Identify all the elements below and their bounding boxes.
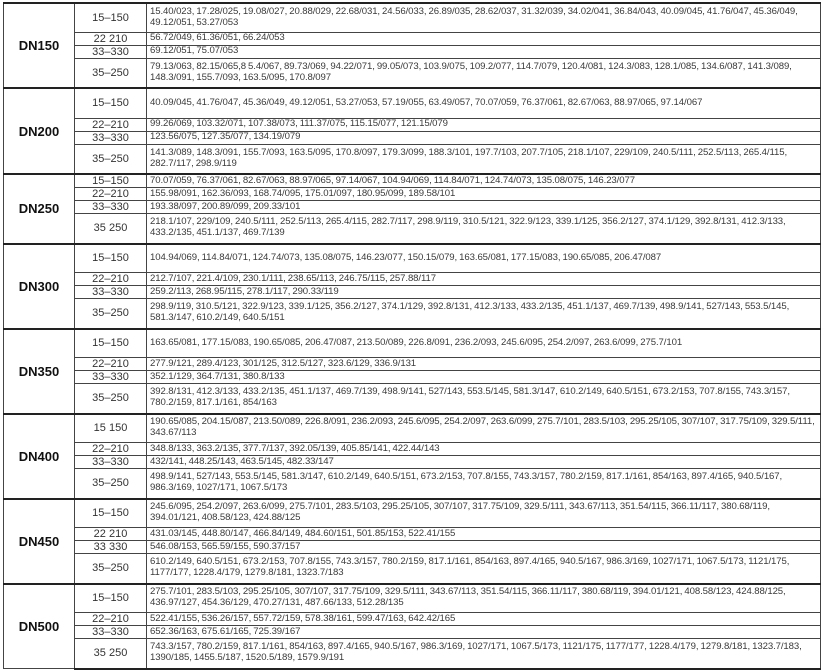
- values-cell: 212.7/107, 221.4/109, 230.1/111, 238.65/113, 246.75/115, 257.88/117: [147, 273, 821, 286]
- range-cell: 15–150: [75, 88, 147, 118]
- values-cell: 348.8/133, 363.2/135, 377.7/137, 392.05/139, 405.85/141, 422.44/143: [147, 443, 821, 456]
- range-cell: 35 250: [75, 639, 147, 669]
- dn-size-label: DN250: [4, 174, 75, 244]
- table-row: [4, 639, 821, 669]
- dn-size-label: DN150: [4, 3, 75, 88]
- values-cell: 104.94/069, 114.84/071, 124.74/073, 135.08/075, 146.23/077, 150.15/079, 163.65/081, 177.15/083, 190.65/085, 206.47/087: [147, 244, 821, 273]
- table-row: [4, 443, 821, 456]
- range-cell: 33–330: [75, 201, 147, 214]
- values-cell: 190.65/085, 204.15/087, 213.50/089, 226.8/091, 236.2/093, 245.6/095, 254.2/097, 263.6/099, 275.7/101, 283.5/103, 295.25/105, 307/107, 317.75/109, 329.5/111, 343.67/113: [147, 414, 821, 443]
- range-cell: 33–330: [75, 45, 147, 58]
- table-row: [4, 244, 821, 273]
- table-row: [4, 32, 821, 45]
- dn-spec-table: [3, 2, 821, 670]
- values-cell: 546.08/153, 565.59/155, 590.37/157: [147, 541, 821, 554]
- values-cell: 99.26/069, 103.32/071, 107.38/073, 111.37/075, 115.15/077, 121.15/079: [147, 118, 821, 131]
- values-cell: 277.9/121, 289.4/123, 301/125, 312.5/127, 323.6/129, 336.9/131: [147, 358, 821, 371]
- values-cell: 652.36/163, 675.61/165, 725.39/167: [147, 626, 821, 639]
- values-cell: 141.3/089, 148.3/091, 155.7/093, 163.5/095, 170.8/097, 179.3/099, 188.3/101, 197.7/103, 207.7/105, 218.1/107, 229/109, 240.5/111, 252.5/113, 265.4/115, 282.7/117, 298.9/119: [147, 144, 821, 174]
- values-cell: 743.3/157, 780.2/159, 817.1/161, 854/163, 897.4/165, 940.5/167, 986.3/169, 1027/171, 1067.5/173, 1121/175, 1177/177, 1228.4/179, 1279.8/181, 1323.7/183, 1390/185, 1455.5/187, 1520.5/189, 1579.9/191: [147, 639, 821, 669]
- values-cell: 155.98/091, 162.36/093, 168.74/095, 175.01/097, 180.95/099, 189.58/101: [147, 188, 821, 201]
- range-cell: 15–150: [75, 244, 147, 273]
- table-row: [4, 541, 821, 554]
- table-row: [4, 584, 821, 613]
- range-cell: 33–330: [75, 131, 147, 144]
- values-cell: 431.03/145, 448.80/147, 466.84/149, 484.60/151, 501.85/153, 522.41/155: [147, 528, 821, 541]
- table-row: [4, 329, 821, 358]
- values-cell: 69.12/051, 75.07/053: [147, 45, 821, 58]
- range-cell: 33–330: [75, 456, 147, 469]
- dn-spec-table-wrapper: [3, 2, 821, 670]
- range-cell: 15–150: [75, 174, 147, 188]
- table-row: [4, 469, 821, 499]
- table-row: [4, 414, 821, 443]
- table-row: [4, 286, 821, 299]
- range-cell: 22–210: [75, 188, 147, 201]
- range-cell: 33–330: [75, 286, 147, 299]
- range-cell: 35–250: [75, 554, 147, 584]
- table-row: [4, 58, 821, 88]
- range-cell: 35–250: [75, 384, 147, 414]
- values-cell: 392.8/131, 412.3/133, 433.2/135, 451.1/137, 469.7/139, 498.9/141, 527/143, 553.5/145, 581.3/147, 610.2/149, 640.5/151, 673.2/153, 707.8/155, 743.3/157, 780.2/159, 817.1/161, 854/163: [147, 384, 821, 414]
- table-row: [4, 3, 821, 32]
- table-row: [4, 214, 821, 244]
- table-row: [4, 45, 821, 58]
- table-row: [4, 371, 821, 384]
- range-cell: 22–210: [75, 118, 147, 131]
- range-cell: 35–250: [75, 469, 147, 499]
- dn-size-label: DN300: [4, 244, 75, 329]
- values-cell: 298.9/119, 310.5/121, 322.9/123, 339.1/125, 356.2/127, 374.1/129, 392.8/131, 412.3/133, 433.2/135, 451.1/137, 469.7/139, 498.9/141, 527/143, 553.5/145, 581.3/147, 610.2/149, 640.5/151: [147, 299, 821, 329]
- values-cell: 218.1/107, 229/109, 240.5/111, 252.5/113, 265.4/115, 282.7/117, 298.9/119, 310.5/121, 322.9/123, 339.1/125, 356.2/127, 374.1/129, 392.8/131, 412.3/133, 433.2/135, 451.1/137, 469.7/139: [147, 214, 821, 244]
- values-cell: 259.2/113, 268.95/115, 278.1/117, 290.33/119: [147, 286, 821, 299]
- table-row: [4, 88, 821, 118]
- table-row: [4, 201, 821, 214]
- range-cell: 15–150: [75, 3, 147, 32]
- range-cell: 15 150: [75, 414, 147, 443]
- range-cell: 35–250: [75, 58, 147, 88]
- values-cell: 352.1/129, 364.7/131, 380.8/133: [147, 371, 821, 384]
- range-cell: 22–210: [75, 273, 147, 286]
- range-cell: 33–330: [75, 626, 147, 639]
- values-cell: 79.13/063, 82.15/065,8 5.4/067, 89.73/069, 94.22/071, 99.05/073, 103.9/075, 109.2/077, 114.7/079, 120.4/081, 124.3/083, 128.1/085, 134.6/087, 141.3/089, 148.3/091, 155.7/093, 163.5/095, 170.8/097: [147, 58, 821, 88]
- table-row: [4, 456, 821, 469]
- values-cell: 56.72/049, 61.36/051, 66.24/053: [147, 32, 821, 45]
- table-row: [4, 499, 821, 528]
- range-cell: 35–250: [75, 144, 147, 174]
- values-cell: 123.56/075, 127.35/077, 134.19/079: [147, 131, 821, 144]
- values-cell: 522.41/155, 536.26/157, 557.72/159, 578.38/161, 599.47/163, 642.42/165: [147, 613, 821, 626]
- dn-size-label: DN400: [4, 414, 75, 499]
- range-cell: 33–330: [75, 371, 147, 384]
- range-cell: 22–210: [75, 613, 147, 626]
- dn-size-label: DN200: [4, 88, 75, 174]
- values-cell: 163.65/081, 177.15/083, 190.65/085, 206.47/087, 213.50/089, 226.8/091, 236.2/093, 245.6/095, 254.2/097, 263.6/099, 275.7/101: [147, 329, 821, 358]
- table-row: [4, 273, 821, 286]
- table-row: [4, 613, 821, 626]
- range-cell: 35 250: [75, 214, 147, 244]
- dn-size-label: DN500: [4, 584, 75, 669]
- range-cell: 15–150: [75, 584, 147, 613]
- table-row: [4, 626, 821, 639]
- values-cell: 40.09/045, 41.76/047, 45.36/049, 49.12/051, 53.27/053, 57.19/055, 63.49/057, 70.07/059, 76.37/061, 82.67/063, 88.97/065, 97.14/067: [147, 88, 821, 118]
- dn-size-label: DN350: [4, 329, 75, 414]
- table-row: [4, 131, 821, 144]
- dn-size-label: DN450: [4, 499, 75, 584]
- table-row: [4, 118, 821, 131]
- range-cell: 22 210: [75, 528, 147, 541]
- values-cell: 610.2/149, 640.5/151, 673.2/153, 707.8/155, 743.3/157, 780.2/159, 817.1/161, 854/163, 897.4/165, 940.5/167, 986.3/169, 1027/171, 1067.5/173, 1121/175, 1177/177, 1228.4/179, 1279.8/181, 1323.7/183: [147, 554, 821, 584]
- table-row: [4, 188, 821, 201]
- range-cell: 22 210: [75, 32, 147, 45]
- values-cell: 193.38/097, 200.89/099, 209.33/101: [147, 201, 821, 214]
- values-cell: 245.6/095, 254.2/097, 263.6/099, 275.7/101, 283.5/103, 295.25/105, 307/107, 317.75/109, 329.5/111, 343.67/113, 351.54/115, 366.11/117, 380.68/119, 394.01/121, 408.58/123, 424.88/125: [147, 499, 821, 528]
- table-row: [4, 358, 821, 371]
- values-cell: 498.9/141, 527/143, 553.5/145, 581.3/147, 610.2/149, 640.5/151, 673.2/153, 707.8/155, 743.3/157, 780.2/159, 817.1/161, 854/163, 897.4/165, 940.5/167, 986.3/169, 1027/171, 1067.5/173: [147, 469, 821, 499]
- table-row: [4, 299, 821, 329]
- range-cell: 15–150: [75, 329, 147, 358]
- values-cell: 15.40/023, 17.28/025, 19.08/027, 20.88/029, 22.68/031, 24.56/033, 26.89/035, 28.62/037, 31.32/039, 34.02/041, 36.84/043, 40.09/045, 41.76/047, 45.36/049, 49.12/051, 53.27/053: [147, 3, 821, 32]
- range-cell: 15–150: [75, 499, 147, 528]
- values-cell: 432/141, 448.25/143, 463.5/145, 482.33/147: [147, 456, 821, 469]
- table-row: [4, 144, 821, 174]
- range-cell: 22–210: [75, 443, 147, 456]
- values-cell: 70.07/059, 76.37/061, 82.67/063, 88.97/065, 97.14/067, 104.94/069, 114.84/071, 124.74/073, 135.08/075, 146.23/077: [147, 174, 821, 188]
- dn-spec-table-body: [4, 3, 821, 669]
- values-cell: 275.7/101, 283.5/103, 295.25/105, 307/107, 317.75/109, 329.5/111, 343.67/113, 351.54/115, 366.11/117, 380.68/119, 394.01/121, 408.58/123, 424.88/125, 436.97/127, 454.36/129, 470.27/131, 487.66/133, 512.28/135: [147, 584, 821, 613]
- table-row: [4, 528, 821, 541]
- range-cell: 33 330: [75, 541, 147, 554]
- table-row: [4, 384, 821, 414]
- range-cell: 22–210: [75, 358, 147, 371]
- range-cell: 35–250: [75, 299, 147, 329]
- table-row: [4, 174, 821, 188]
- table-row: [4, 554, 821, 584]
